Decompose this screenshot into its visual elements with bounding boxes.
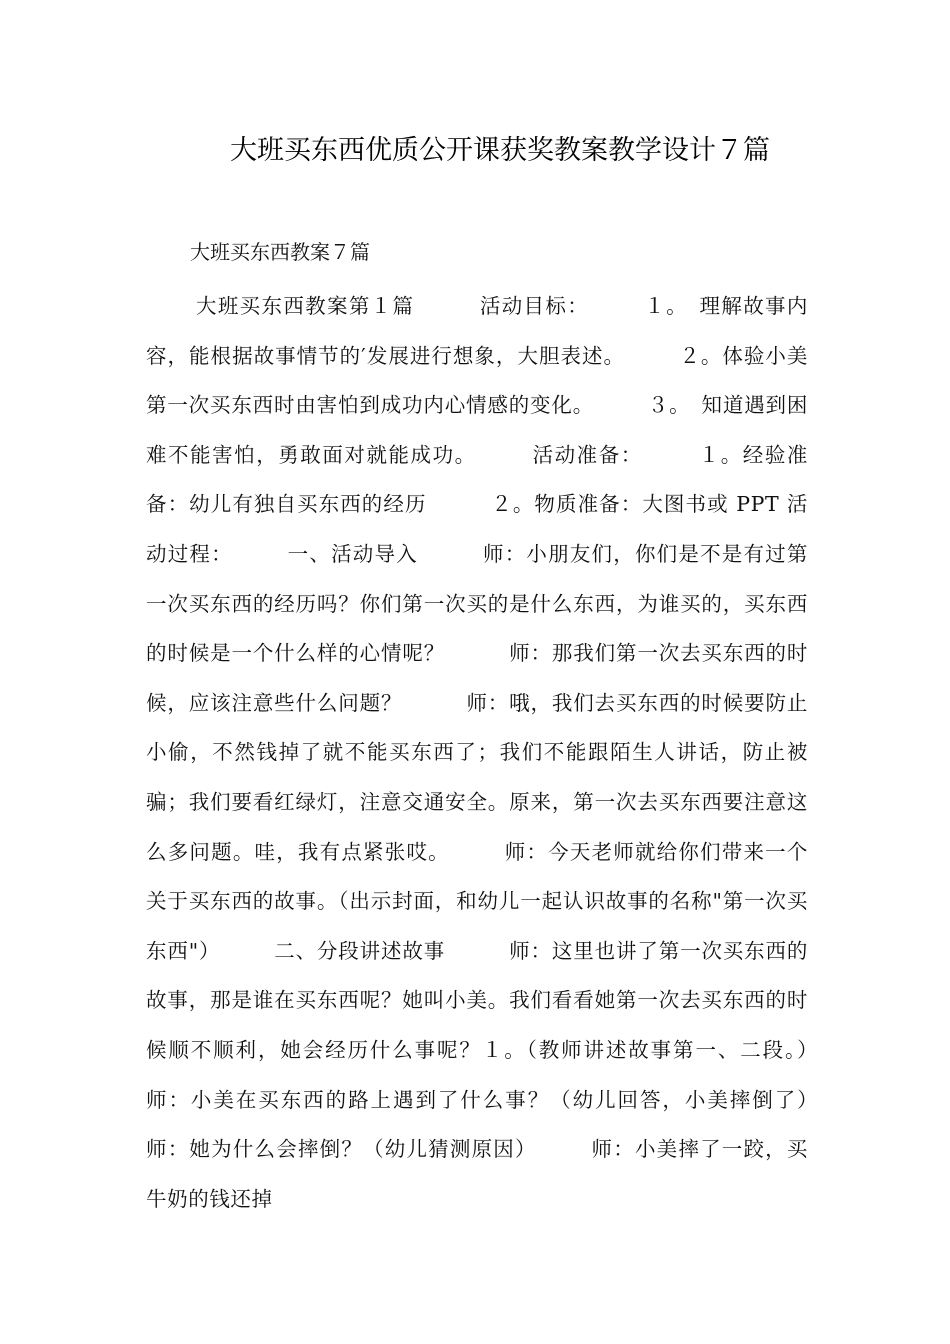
document-title: 大班买东西优质公开课获奖教案教学设计７篇 — [230, 135, 770, 166]
document-subtitle: 大班买东西教案７篇 — [190, 240, 370, 264]
document-body-text: 大班买东西教案第１篇 活动目标： １。 理解故事内容，能根据故事情节的′发展进行想象，大胆表述。 ２。体验小美第一次买东西时由害怕到成功内心情感的变化。 ３。 知道遇到困难不能害怕，勇敢面对就能成功。 活动准备： １。经验准备：幼儿有独自买东西的经历 ２。物质准备：大图书或 PPT 活动过程： 一、活动导入 师：小朋友们，你们是不是有过第一次买东西的经历吗？你们第一次买的是什么东西，为谁买的，买东西的时候是一个什么样的心情呢？ 师：那我们第一次去买东西的时候，应该注意些什么问题？ 师：哦，我们去买东西的时候要防止小偷，不然钱掉了就不能买东西了；我们不能跟陌生人讲话，防止被骗；我们要看红绿灯，注意交通安全。原来，第一次去买东西要注意这么多问题。哇，我有点紧张哎。 师：今天老师就给你们带来一个关于买东西的故事。（出示封面，和幼儿一起认识故事的名称"第一次买东西"） 二、分段讲述故事 师：这里也讲了第一次买东西的故事，那是谁在买东西呢？她叫小美。我们看看她第一次去买东西的时候顺不顺利，她会经历什么事呢？１。（教师讲述故事第一、二段。） 师：小美在买东西的路上遇到了什么事？（幼儿回答，小美摔倒了） 师：她为什么会摔倒？（幼儿猜测原因） 师：小美摔了一跤，买牛奶的钱还掉 — [146, 294, 872, 1211]
